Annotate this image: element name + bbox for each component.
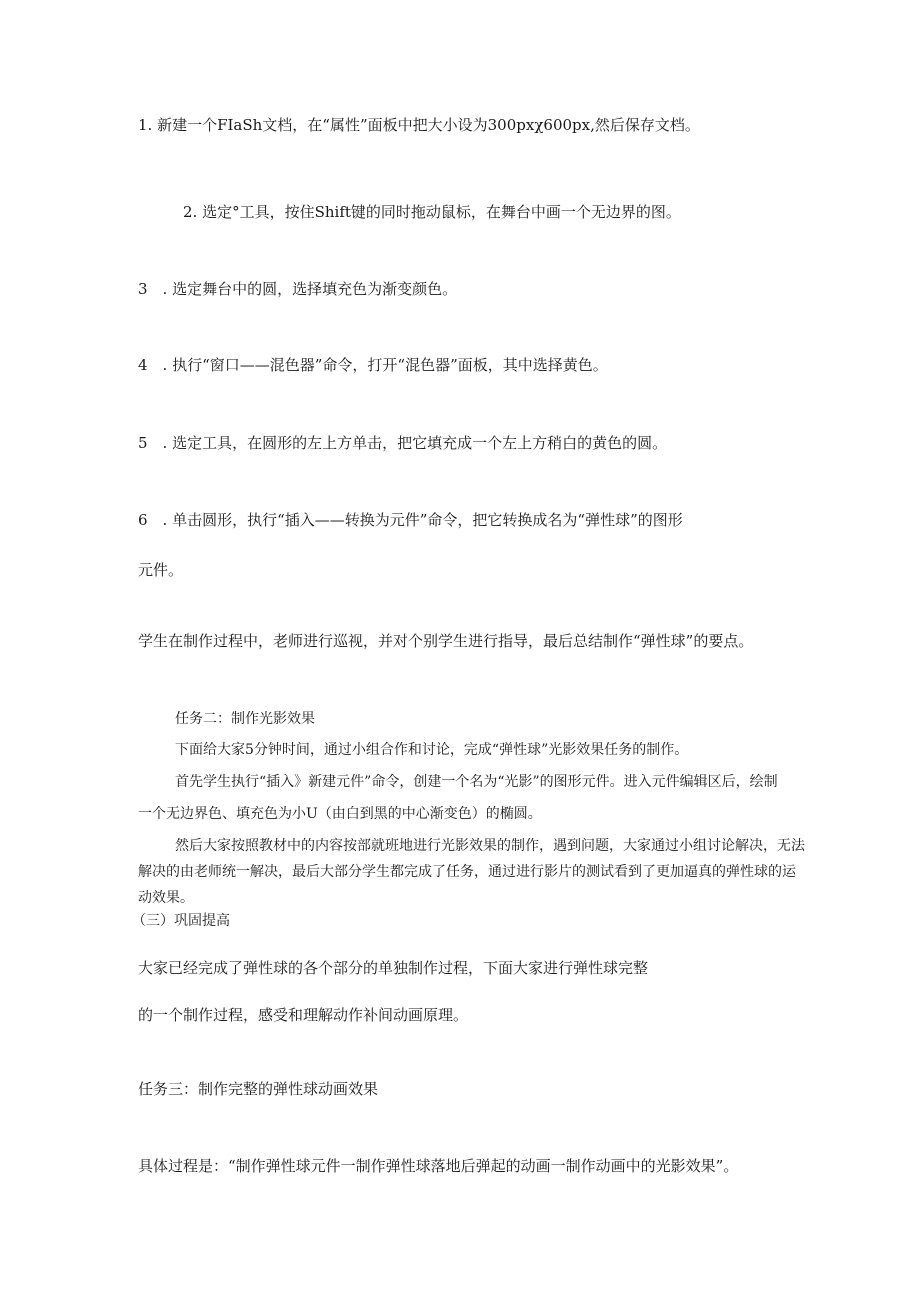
task3-heading: 任务三：制作完整的弹性球动画效果 — [138, 1080, 379, 1098]
task2-line: 首先学生执行“插入》新建元件”命令，创建一个名为“光影”的图形元件。进入元件编辑区后，绘制 — [175, 774, 778, 790]
section3-line: 的一个制作过程，感受和理解动作补间动画原理。 — [138, 1006, 469, 1024]
task2-line: 然后大家按照教材中的内容按部就班地进行光影效果的制作，遇到问题，大家通过小组讨论解决，无法 — [175, 838, 805, 854]
task2-line: 解决的由老师统一解决，最后大部分学生都完成了任务，通过进行影片的测试看到了更加逼真的弹性球的运 — [138, 864, 796, 880]
task2-line: 动效果。 — [138, 890, 194, 906]
step-1: 1. 新建一个FIaSh文档，在“属性”面板中把大小设为300pxχ600px,然后保存文档。 — [138, 116, 700, 134]
section3-heading: （三）巩固提高 — [132, 913, 230, 929]
step-6-continued: 元件。 — [138, 561, 184, 579]
task2-line: 下面给大家5分钟时间，通过小组合作和讨论，完成“弹性球”光影效果任务的制作。 — [175, 742, 689, 758]
step-3: 3 . 选定舞台中的圆，选择填充色为渐变颜色。 — [138, 280, 458, 298]
task2-line: 一个无边界色、填充色为小U（由白到黑的中心渐变色）的椭圆。 — [138, 806, 542, 822]
step-6: 6 . 单击圆形，执行“插入——转换为元件”命令，把它转换成名为“弹性球”的图形 — [138, 511, 683, 529]
step-5: 5 . 选定工具，在圆形的左上方单击，把它填充成一个左上方稍白的黄色的圆。 — [138, 434, 668, 452]
step-4: 4 . 执行“窗口——混色器”命令，打开“混色器”面板，其中选择黄色。 — [138, 356, 608, 374]
step-2: 2. 选定°工具，按住Shift键的同时拖动鼠标，在舞台中画一个无边界的图。 — [183, 203, 681, 221]
task2-heading: 任务二：制作光影效果 — [175, 711, 315, 727]
task3-detail: 具体过程是：“制作弹性球元件一制作弹性球落地后弹起的动画一制作动画中的光影效果”。 — [138, 1157, 739, 1175]
section3-line: 大家已经完成了弹性球的各个部分的单独制作过程，下面大家进行弹性球完整 — [138, 959, 649, 977]
summary-paragraph: 学生在制作过程中，老师进行巡视，并对个别学生进行指导，最后总结制作“弹性球”的要点。 — [138, 632, 754, 650]
